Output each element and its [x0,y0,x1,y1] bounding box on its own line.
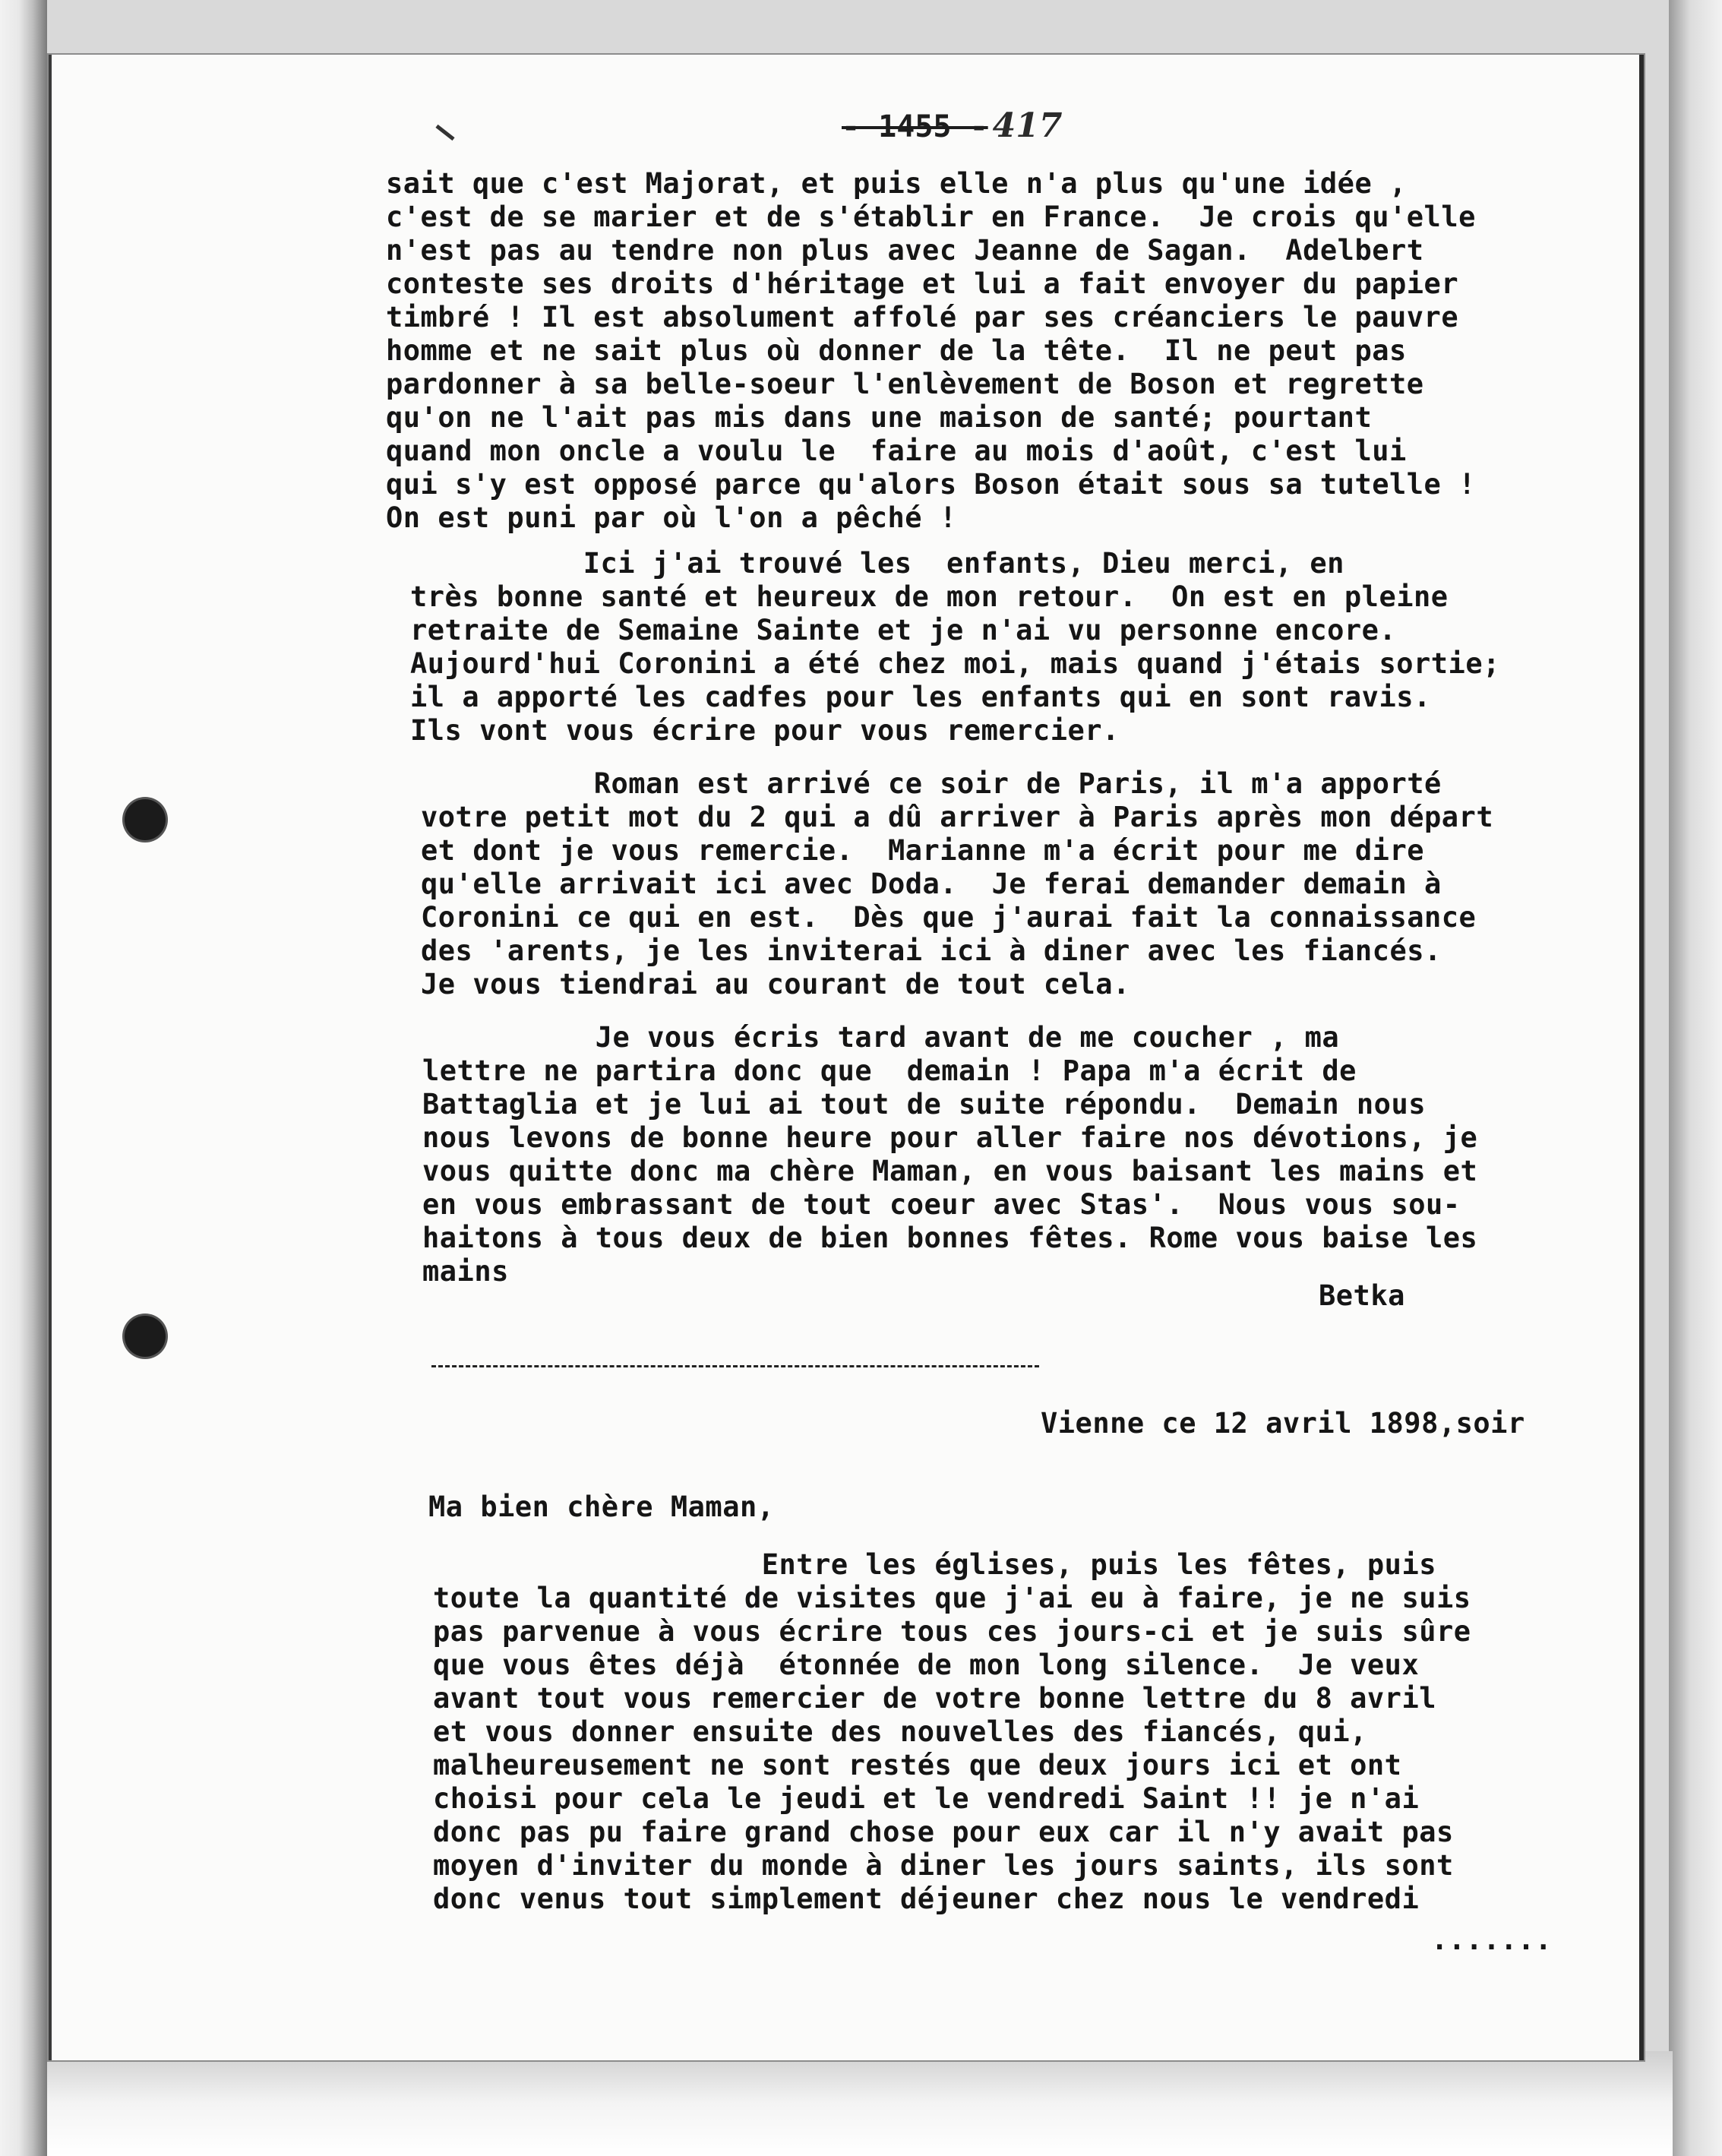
text-line: donc pas pu faire grand chose pour eux car il n'y avait pas [433,1816,1454,1848]
text-line: On est puni par où l'on a pêché ! [386,501,957,534]
page-number [842,106,1063,145]
text-line: donc venus tout simplement déjeuner chez nous le vendredi [433,1883,1420,1915]
text-line: sait que c'est Majorat, et puis elle n'a plus qu'une idée , [386,167,1407,200]
text-line: quand mon oncle a voulu le faire au mois d'août, c'est lui [386,435,1407,467]
text-line: Roman est arrivé ce soir de Paris, il m'a apporté [421,767,1442,800]
text-line: Entre les églises, puis les fêtes, puis [433,1548,1437,1581]
text-line: qui s'y est opposé parce qu'alors Boson était sous sa tutelle ! [386,468,1476,501]
text-line: Battaglia et je lui ai tout de suite répondu. Demain nous [422,1088,1427,1121]
text-line: c'est de se marier et de s'établir en France. Je crois qu'elle [386,201,1476,233]
text-line: Je vous tiendrai au courant de tout cela. [421,968,1130,1001]
text-line: pas parvenue à vous écrire tous ces jours-ci et je suis sûre [433,1615,1471,1648]
text-line: qu'elle arrivait ici avec Doda. Je ferai demander demain à [421,868,1442,900]
text-line: et dont je vous remercie. Marianne m'a écrit pour me dire [421,834,1425,867]
text-line: Aujourd'hui Coronini a été chez moi, mais quand j'étais sortie; [410,647,1500,680]
text-line: haitons à tous deux de bien bonnes fêtes. Rome vous baise les [422,1222,1478,1254]
date-line: Vienne ce 12 avril 1898,soir [1041,1407,1525,1440]
scan-bottom-margin [47,2051,1673,2156]
text-line: qu'on ne l'ait pas mis dans une maison de santé; pourtant [386,401,1373,434]
text-line: Ils vont vous écrire pour vous remercier. [410,714,1120,747]
pen-mark [435,125,454,141]
text-line: en vous embrassant de tout coeur avec Stas'. Nous vous sou- [422,1188,1461,1221]
text-line: retraite de Semaine Sainte et je n'ai vu personne encore. [410,614,1397,646]
text-line: conteste ses droits d'héritage et lui a fait envoyer du papier [386,267,1459,300]
text-line: Ici j'ai trouvé les enfants, Dieu merci, en [410,547,1344,580]
continuation-block [1431,1924,1598,1957]
continuation-dots: ....... [1431,1924,1553,1956]
typed-letter-page [49,55,1644,2060]
punch-hole-lower [125,1316,166,1357]
paragraph-3 [421,767,1697,1001]
salutation: Ma bien chère Maman, [428,1491,775,1523]
text-line: vous quitte donc ma chère Maman, en vous baisant les mains et [422,1155,1478,1187]
text-line: mains [422,1255,509,1288]
text-line: avant tout vous remercier de votre bonne lettre du 8 avril [433,1682,1437,1715]
punch-hole-upper [125,799,166,840]
typed-page-number: - 1455 - [842,109,988,144]
text-line: lettre ne partira donc que demain ! Papa m'a écrit de [422,1054,1357,1087]
signature: Betka [1319,1279,1405,1312]
text-line: moyen d'inviter du monde à diner les jours saints, ils sont [433,1849,1454,1882]
text-line: nous levons de bonne heure pour aller faire nos dévotions, je [422,1121,1478,1154]
text-line: homme et ne sait plus où donner de la tête. Il ne peut pas [386,334,1407,367]
handwritten-page-number: 417 [992,106,1063,145]
text-line: et vous donner ensuite des nouvelles des fiancés, qui, [433,1715,1367,1748]
text-line: très bonne santé et heureux de mon retour. On est en pleine [410,580,1449,613]
letter-divider [431,1365,1039,1367]
text-line: toute la quantité de visites que j'ai eu à faire, je ne suis [433,1582,1471,1614]
text-line: des 'arents, je les inviterai ici à diner avec les fiancés. [421,934,1442,967]
scan-left-margin [0,0,47,2156]
text-line: Je vous écris tard avant de me coucher , ma [422,1021,1340,1054]
paragraph-4 [422,1021,1698,1288]
text-line: votre petit mot du 2 qui a dû arriver à Paris après mon départ [421,801,1494,833]
text-line: Coronini ce qui en est. Dès que j'aurai fait la connaissance [421,901,1477,934]
signature-block [1319,1279,1516,1313]
text-line: n'est pas au tendre non plus avec Jeanne de Sagan. Adelbert [386,234,1424,267]
salutation-block [428,1491,1705,1524]
text-line: pardonner à sa belle-soeur l'enlèvement de Boson et regrette [386,368,1424,400]
text-line: il a apporté les cadfes pour les enfants qui en sont ravis. [410,681,1431,713]
paragraph-2 [410,547,1686,748]
date-block [1041,1407,1618,1440]
text-line: malheureusement ne sont restés que deux jours ici et ont [433,1749,1402,1781]
text-line: que vous êtes déjà étonnée de mon long silence. Je veux [433,1649,1420,1681]
text-line: choisi pour cela le jeudi et le vendredi Saint !! je n'ai [433,1782,1420,1815]
text-line: timbré ! Il est absolument affolé par ses créanciers le pauvre [386,301,1459,334]
second-letter-body [433,1548,1709,1916]
paragraph-1 [386,167,1662,535]
